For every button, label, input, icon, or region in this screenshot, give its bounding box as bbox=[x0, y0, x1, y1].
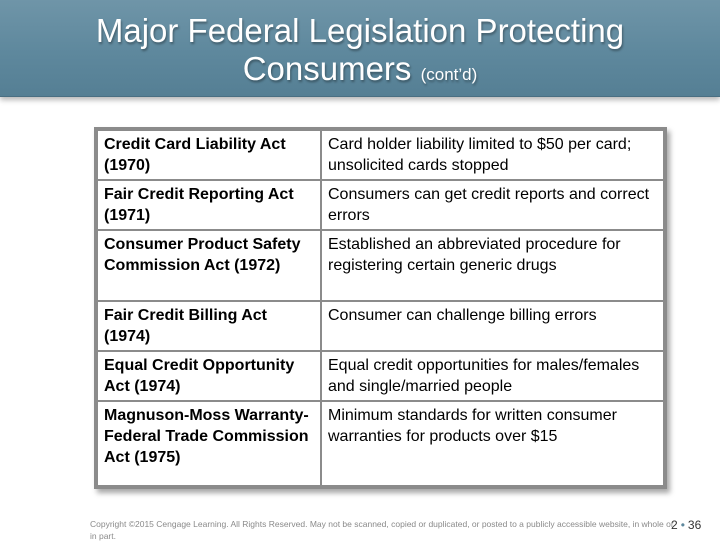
table-row bbox=[98, 402, 663, 485]
page-number bbox=[671, 518, 701, 532]
description-cell: Card holder liability limited to $50 per card; unsolicited cards stopped bbox=[322, 131, 663, 179]
separator-dot-icon: • bbox=[680, 518, 685, 532]
description-cell: Equal credit opportunities for males/females and single/married people bbox=[322, 352, 663, 400]
act-cell: Fair Credit Reporting Act (1971) bbox=[98, 181, 320, 229]
description-cell: Consumers can get credit reports and correct errors bbox=[322, 181, 663, 229]
table-row bbox=[98, 352, 663, 400]
chapter-number: 2 bbox=[671, 518, 678, 532]
table-row bbox=[98, 302, 663, 350]
title-line-2: Consumers bbox=[242, 50, 412, 87]
act-cell: Consumer Product Safety Commission Act (1972) bbox=[98, 231, 320, 300]
description-cell: Consumer can challenge billing errors bbox=[322, 302, 663, 350]
table-row bbox=[98, 181, 663, 229]
title-bar bbox=[0, 0, 720, 97]
slide-title bbox=[0, 12, 720, 94]
slide-number: 36 bbox=[687, 518, 702, 532]
table-row bbox=[98, 231, 663, 300]
description-cell: Established an abbreviated procedure for registering certain generic drugs bbox=[322, 231, 663, 300]
legislation-table-frame bbox=[94, 127, 667, 489]
title-suffix: (cont’d) bbox=[420, 65, 478, 84]
title-line-1: Major Federal Legislation Protecting bbox=[95, 12, 625, 49]
copyright-footer: Copyright ©2015 Cengage Learning. All Rights Reserved. May not be scanned, copied or duplicated, or posted to a publicly accessible website, in whole or in part. bbox=[90, 519, 674, 541]
table-row bbox=[98, 131, 663, 179]
act-cell: Equal Credit Opportunity Act (1974) bbox=[98, 352, 320, 400]
act-cell: Fair Credit Billing Act (1974) bbox=[98, 302, 320, 350]
act-cell: Magnuson-Moss Warranty-Federal Trade Commission Act (1975) bbox=[98, 402, 320, 485]
act-cell: Credit Card Liability Act (1970) bbox=[98, 131, 320, 179]
description-cell: Minimum standards for written consumer warranties for products over $15 bbox=[322, 402, 663, 485]
legislation-table bbox=[96, 129, 665, 487]
